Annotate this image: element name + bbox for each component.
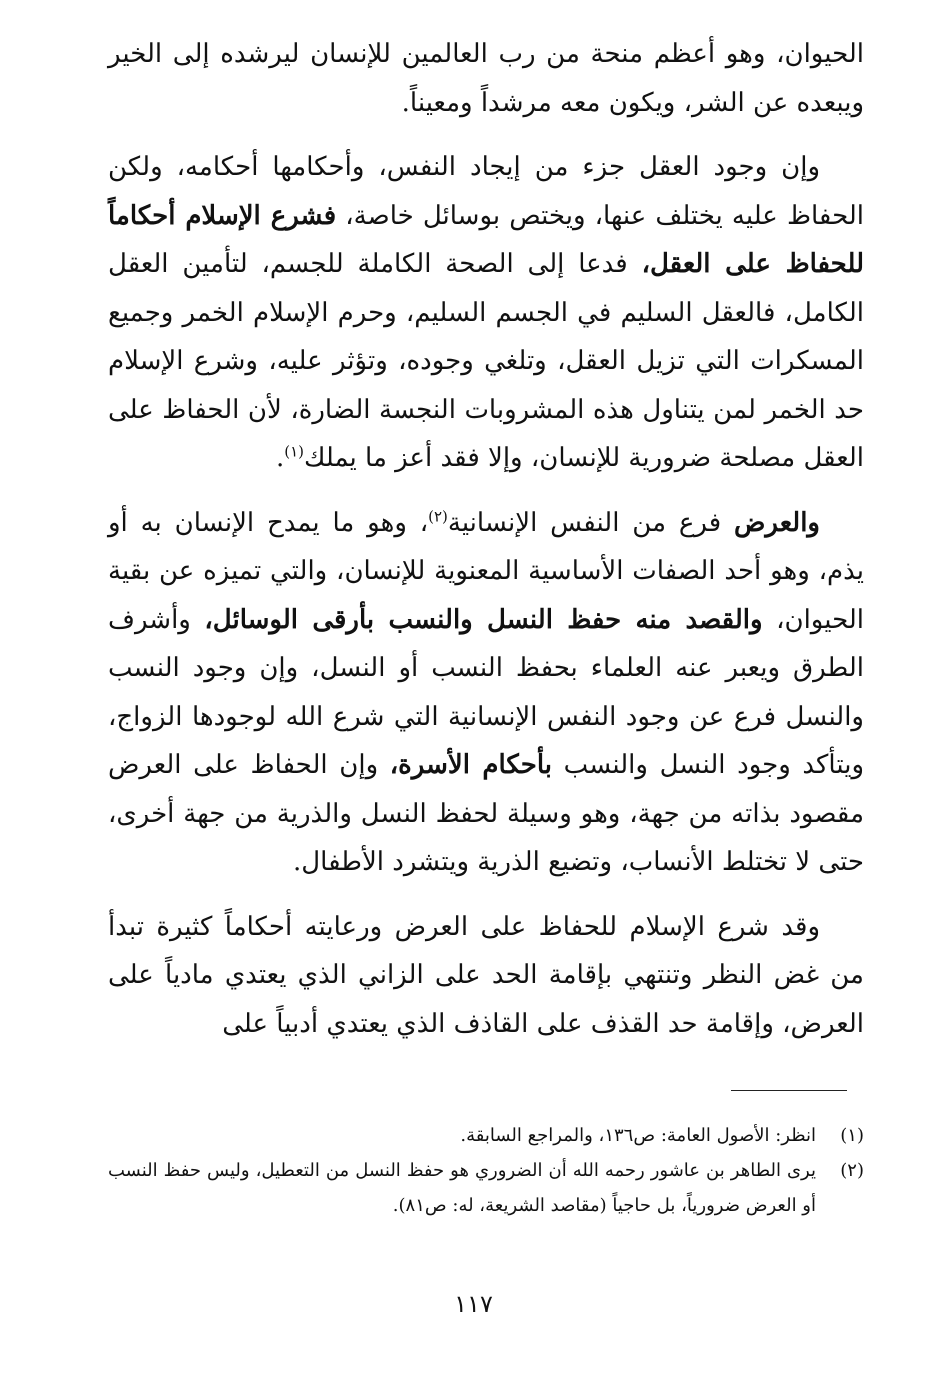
body-text: وأشرف الطرق ويعبر عنه العلماء بحفظ النسب أو النسل، وإن وجود النسب والنسل فرع عن وجود النفس الإنسانية التي شرع الله لوجودها الزواج، ويتأكد وجود النسل والنسب [108,604,864,780]
bold-text: والقصد منه حفظ النسل والنسب بأرقى الوسائل، [204,604,763,635]
bold-text: فشرع الإسلام أحكاماً للحفاظ على العقل، [108,200,864,279]
footnote-1-text: انظر: الأصول العامة: ص١٣٦، والمراجع السابقة. [460,1125,816,1146]
paragraph-4 [108,903,864,1049]
body-text: وقد شرع الإسلام للحفاظ على العرض ورعايته أحكاماً كثيرة تبدأ من غض النظر وتنتهي بإقامة الحد على الزاني الذي يعتدي مادياً على العرض، وإقامة حد القذف على القاذف الذي يعتدي أدبياً على [108,911,864,1039]
footnote-2-number: (٢) [840,1160,864,1181]
footnote-reference: (١) [284,442,304,461]
bold-text: والعرض [733,507,820,538]
bold-text: بأحكام الأسرة، [389,750,553,780]
footnote-1 [108,1118,864,1153]
body-text: الحيوان، وهو أعظم منحة من رب العالمين للإنسان ليرشده إلى الخير ويبعده عن الشر، ويكون معه مرشداً ومعيناً. [108,39,864,118]
body-text: فرع من النفس الإنسانية [447,507,734,538]
body-text: وإن الحفاظ على العرض مقصود بذاته من جهة، وهو وسيلة لحفظ النسل والذرية من جهة أخرى، حتى لا تختلط الأنساب، وتضيع الذرية ويتشرد الأطفال. [108,750,864,877]
paragraph-3 [108,499,864,887]
body-text: وإن وجود العقل جزء من إيجاد النفس، وأحكامها أحكامه، ولكن الحفاظ عليه يختلف عنها، ويختص بوسائل خاصة، [108,152,864,231]
footnote-2-text: يرى الطاهر بن عاشور رحمه الله أن الضروري هو حفظ النسل من التعطيل، وليس حفظ النسب أو العرض ضرورياً، بل حاجياً (مقاصد الشريعة، له: ص٨١). [108,1160,816,1216]
paragraph-1 [108,30,864,127]
page-body [108,30,864,1064]
footnote-1-number: (١) [840,1125,864,1146]
footnote-separator [731,1090,847,1091]
paragraph-2 [108,143,864,483]
body-text: فدعا إلى الصحة الكاملة للجسم، لتأمين العقل الكامل، فالعقل السليم في الجسم السليم، وحرم الإسلام الخمر وجميع المسكرات التي تزيل العقل، وتلغي وجوده، وتؤثر عليه، وشرع الإسلام حد الخمر لمن يتناول هذه المشروبات النجسة الضارة، لأن الحفاظ على العقل مصلحة ضرورية للإنسان، وإلا فقد أعز ما يملك [108,249,864,473]
footnote-2 [108,1153,864,1223]
footnote-reference: (٢) [428,506,448,525]
body-text: ، وهو ما يمدح الإنسان به أو يذم، وهو أحد الصفات الأساسية المعنوية للإنسان، والتي تميزه عن بقية الحيوان، [108,507,864,635]
page-number: ١١٧ [454,1290,493,1318]
body-text: . [275,443,285,473]
footnotes [108,1118,864,1223]
